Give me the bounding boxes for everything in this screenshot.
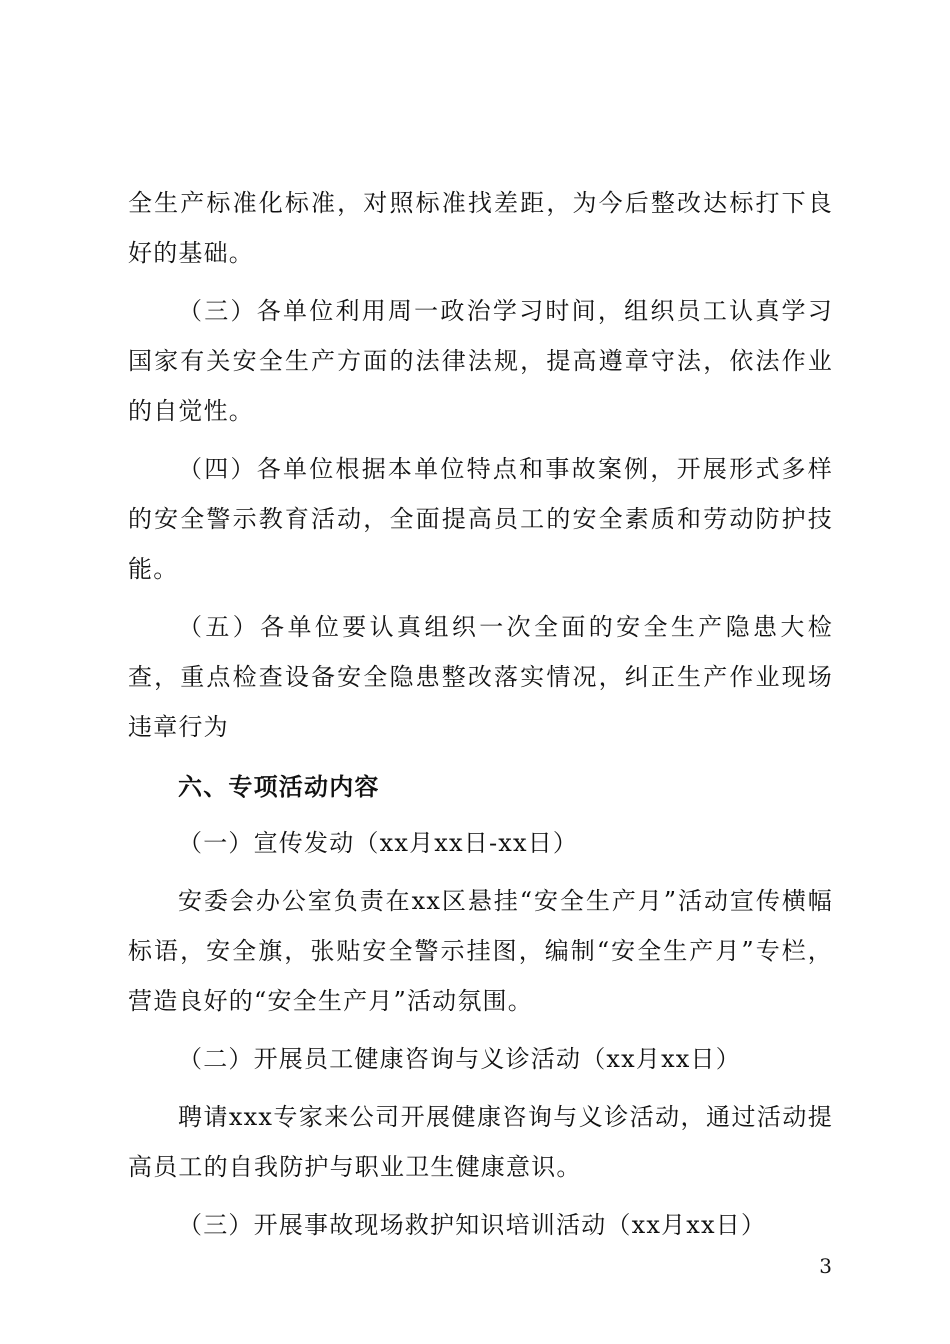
document-body bbox=[128, 178, 833, 1250]
subsection-body-one: 安委会办公室负责在xx区悬挂“安全生产月”活动宣传横幅标语，安全旗，张贴安全警示挂图，编制“安全生产月”专栏，营造良好的“安全生产月”活动氛围。 bbox=[128, 887, 833, 1015]
subsection-title-two: （二）开展员工健康咨询与义诊活动（xx月xx日） bbox=[178, 1045, 741, 1073]
page-number: 3 bbox=[819, 1254, 832, 1278]
subsection-body-two: 聘请xxx专家来公司开展健康咨询与义诊活动，通过活动提高员工的自我防护与职业卫生健康意识。 bbox=[128, 1103, 833, 1181]
paragraph-item-five: （五）各单位要认真组织一次全面的安全生产隐患大检查，重点检查设备安全隐患整改落实情况，纠正生产作业现场违章行为 bbox=[128, 613, 833, 741]
subsection-title-one: （一）宣传发动（xx月xx日-xx日） bbox=[178, 829, 579, 857]
section-heading: 六、专项活动内容 bbox=[178, 773, 380, 801]
paragraph-item-four: （四）各单位根据本单位特点和事故案例，开展形式多样的安全警示教育活动，全面提高员工的安全素质和劳动防护技能。 bbox=[128, 455, 833, 583]
subsection-title-three: （三）开展事故现场救护知识培训活动（xx月xx日） bbox=[178, 1211, 767, 1239]
paragraph-continuation: 全生产标准化标准，对照标准找差距，为今后整改达标打下良好的基础。 bbox=[128, 189, 833, 267]
paragraph-item-three: （三）各单位利用周一政治学习时间，组织员工认真学习国家有关安全生产方面的法律法规，提高遵章守法，依法作业的自觉性。 bbox=[128, 297, 833, 425]
